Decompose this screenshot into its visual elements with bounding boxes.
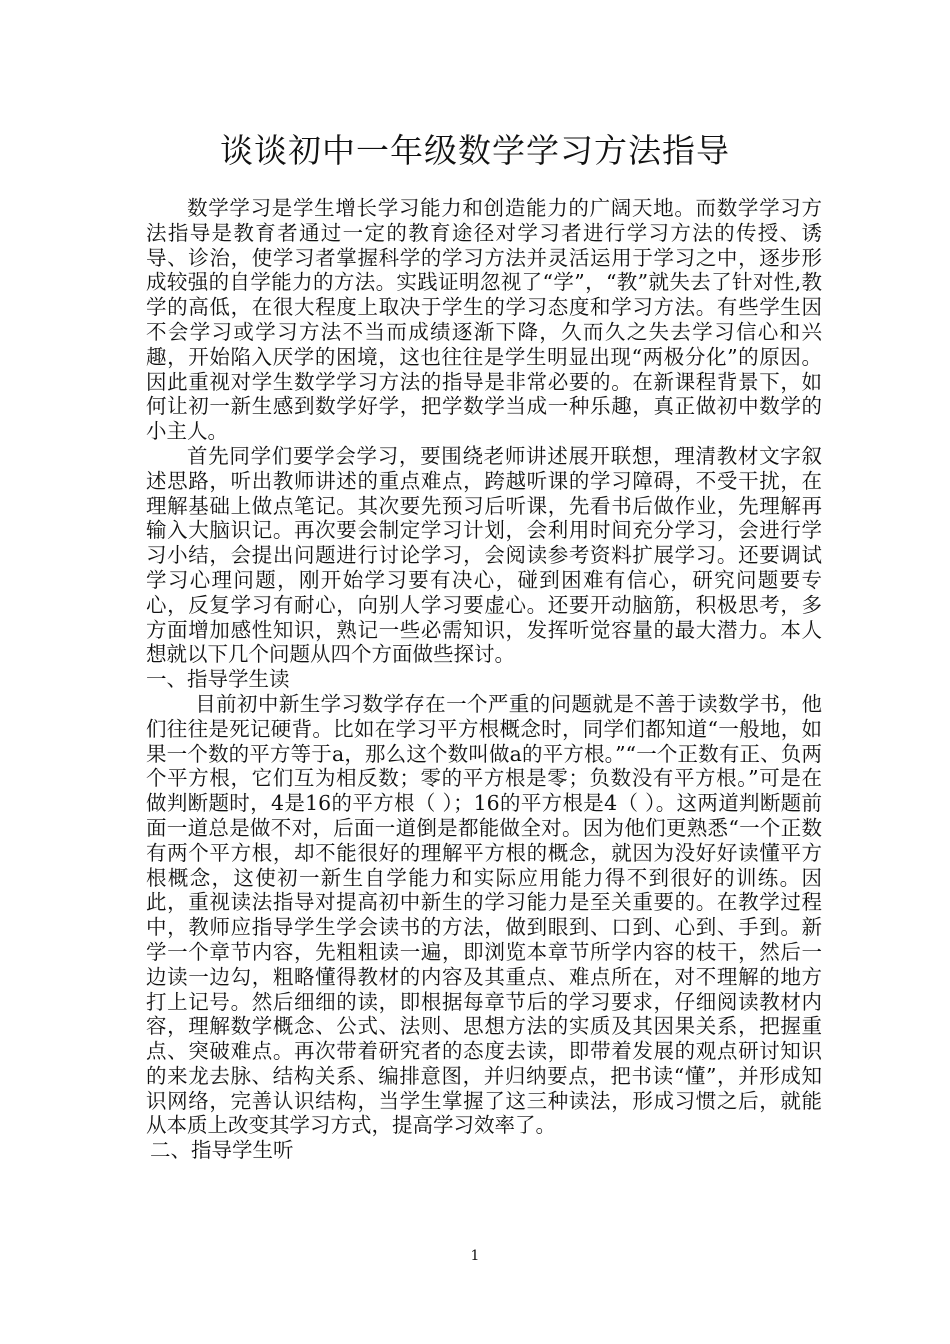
page-title: 谈谈初中一年级数学学习方法指导 (220, 131, 730, 170)
section-heading-listening: 二、指导学生听 (150, 1138, 294, 1163)
page-number: 1 (470, 1248, 480, 1264)
section-heading-reading: 一、指导学生读 (146, 667, 290, 692)
document-body (146, 196, 822, 1163)
paragraph-intro: 数学学习是学生增长学习能力和创造能力的广阔天地。而数学学习方法指导是教育者通过一定的教育途径对学习者进行学习方法的传授、诱导、诊治，使学习者掌握科学的学习方法并灵活运用于学习之中，逐步形成较强的自学能力的方法。实践证明忽视了“学”，“教”就失去了针对性,教学的高低，在很大程度上取决于学生的学习态度和学习方法。有些学生因不会学习或学习方法不当而成绩逐渐下降，久而久之失去学习信心和兴趣，开始陷入厌学的困境，这也往往是学生明显出现“两极分化”的原因。因此重视对学生数学学习方法的指导是非常必要的。在新课程背景下，如何让初一新生感到数学好学，把学数学当成一种乐趣，真正做初中数学的小主人。 (146, 196, 822, 444)
paragraph-reading: 目前初中新生学习数学存在一个严重的问题就是不善于读数学书，他们往往是死记硬背。比如在学习平方根概念时，同学们都知道“一般地，如果一个数的平方等于a，那么这个数叫做a的平方根。”“一个正数有正、负两个平方根，它们互为相反数；零的平方根是零；负数没有平方根。”可是在做判断题时，4是16的平方根（ ）；16的平方根是4（ ）。这两道判断题前面一道总是做不对，后面一道倒是都能做全对。因为他们更熟悉“一个正数有两个平方根，却不能很好的理解平方根的概念，就因为没好好读懂平方根概念，这使初一新生自学能力和实际应用能力得不到很好的训练。因此，重视读法指导对提高初中新生的学习能力是至关重要的。在教学过程中，教师应指导学生学会读书的方法，做到眼到、口到、心到、手到。新学一个章节内容，先粗粗读一遍，即浏览本章节所学内容的枝干，然后一边读一边勾，粗略懂得教材的内容及其重点、难点所在，对不理解的地方打上记号。然后细细的读，即根据每章节后的学习要求，仔细阅读教材内容，理解数学概念、公式、法则、思想方法的实质及其因果关系，把握重点、突破难点。再次带着研究者的态度去读，即带着发展的观点研讨知识的来龙去脉、结构关系、编排意图，并归纳要点，把书读“懂”，并形成知识网络，完善认识结构，当学生掌握了这三种读法，形成习惯之后，就能从本质上改变其学习方式，提高学习效率了。 (146, 691, 822, 1138)
paragraph-methods: 首先同学们要学会学习，要围绕老师讲述展开联想，理清教材文字叙述思路，听出教师讲述的重点难点，跨越听课的学习障碍，不受干扰，在理解基础上做点笔记。其次要先预习后听课，先看书后做作业，先理解再输入大脑识记。再次要会制定学习计划，会利用时间充分学习，会进行学习小结，会提出问题进行讨论学习，会阅读参考资料扩展学习。还要调试学习心理问题，刚开始学习要有决心，碰到困难有信心，研究问题要专心，反复学习有耐心，向别人学习要虚心。还要开动脑筋，积极思考，多方面增加感性知识，熟记一些必需知识，发挥听觉容量的最大潜力。本人想就以下几个问题从四个方面做些探讨。 (146, 443, 822, 667)
